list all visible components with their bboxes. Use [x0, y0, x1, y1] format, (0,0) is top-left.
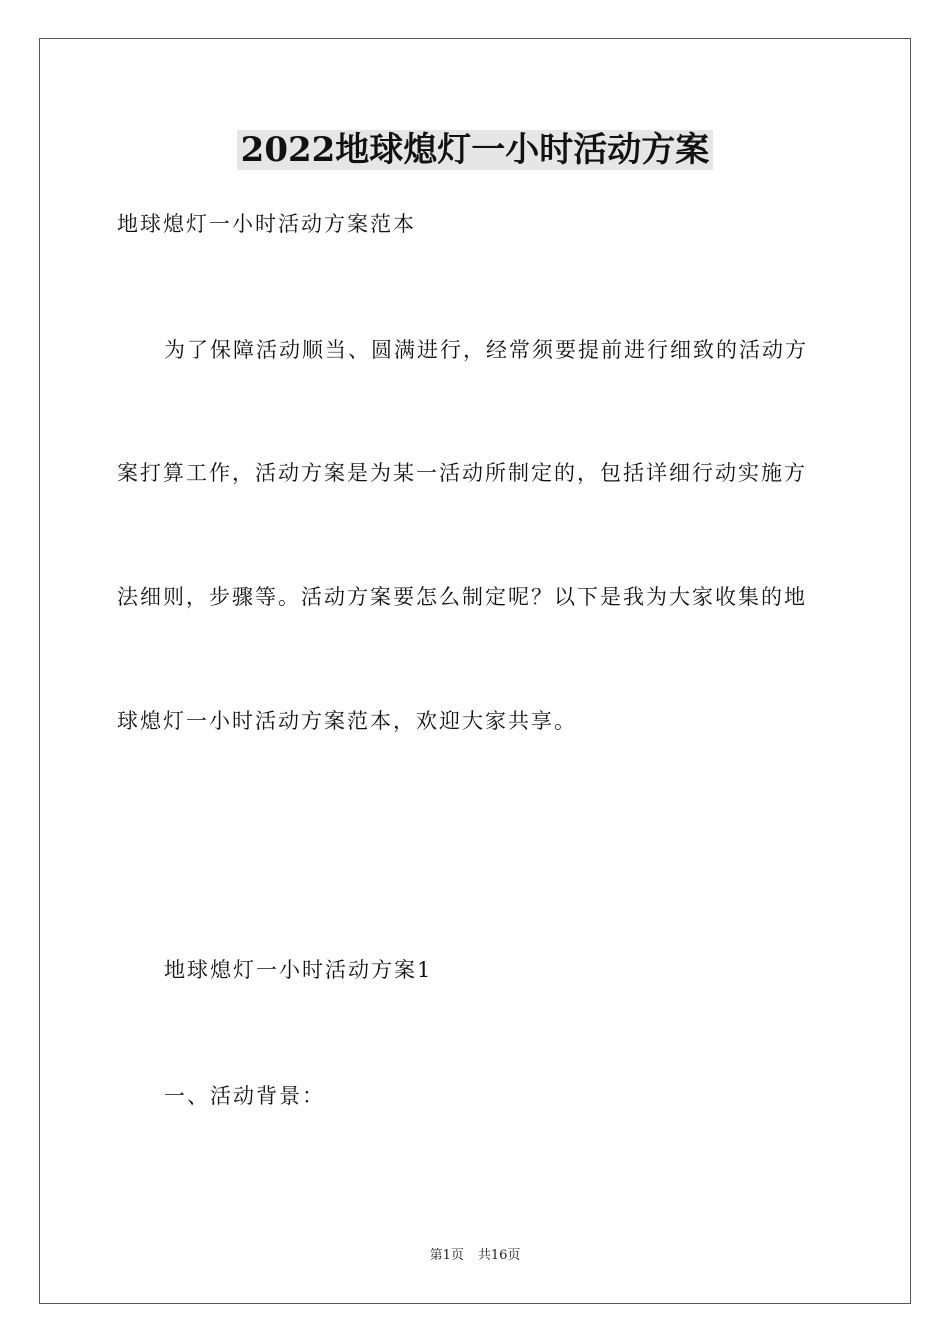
intro-line-2: 案打算工作，活动方案是为某一活动所制定的，包括详细行动实施方 — [117, 461, 807, 485]
document-subtitle: 地球熄灯一小时活动方案范本 — [117, 212, 416, 236]
page-number: 第1页 — [429, 1248, 464, 1263]
document-title-text: 2022地球熄灯一小时活动方案 — [237, 130, 714, 170]
intro-line-3: 法细则，步骤等。活动方案要怎么制定呢？以下是我为大家收集的地 — [117, 585, 807, 609]
page-total: 共16页 — [477, 1248, 521, 1263]
page-footer — [0, 1247, 950, 1265]
document-title — [0, 128, 950, 172]
section-heading: 地球熄灯一小时活动方案1 — [164, 958, 433, 982]
subsection-heading: 一、活动背景： — [164, 1084, 325, 1108]
intro-line-1: 为了保障活动顺当、圆满进行，经常须要提前进行细致的活动方 — [164, 338, 808, 362]
intro-line-4: 球熄灯一小时活动方案范本，欢迎大家共享。 — [117, 709, 577, 733]
